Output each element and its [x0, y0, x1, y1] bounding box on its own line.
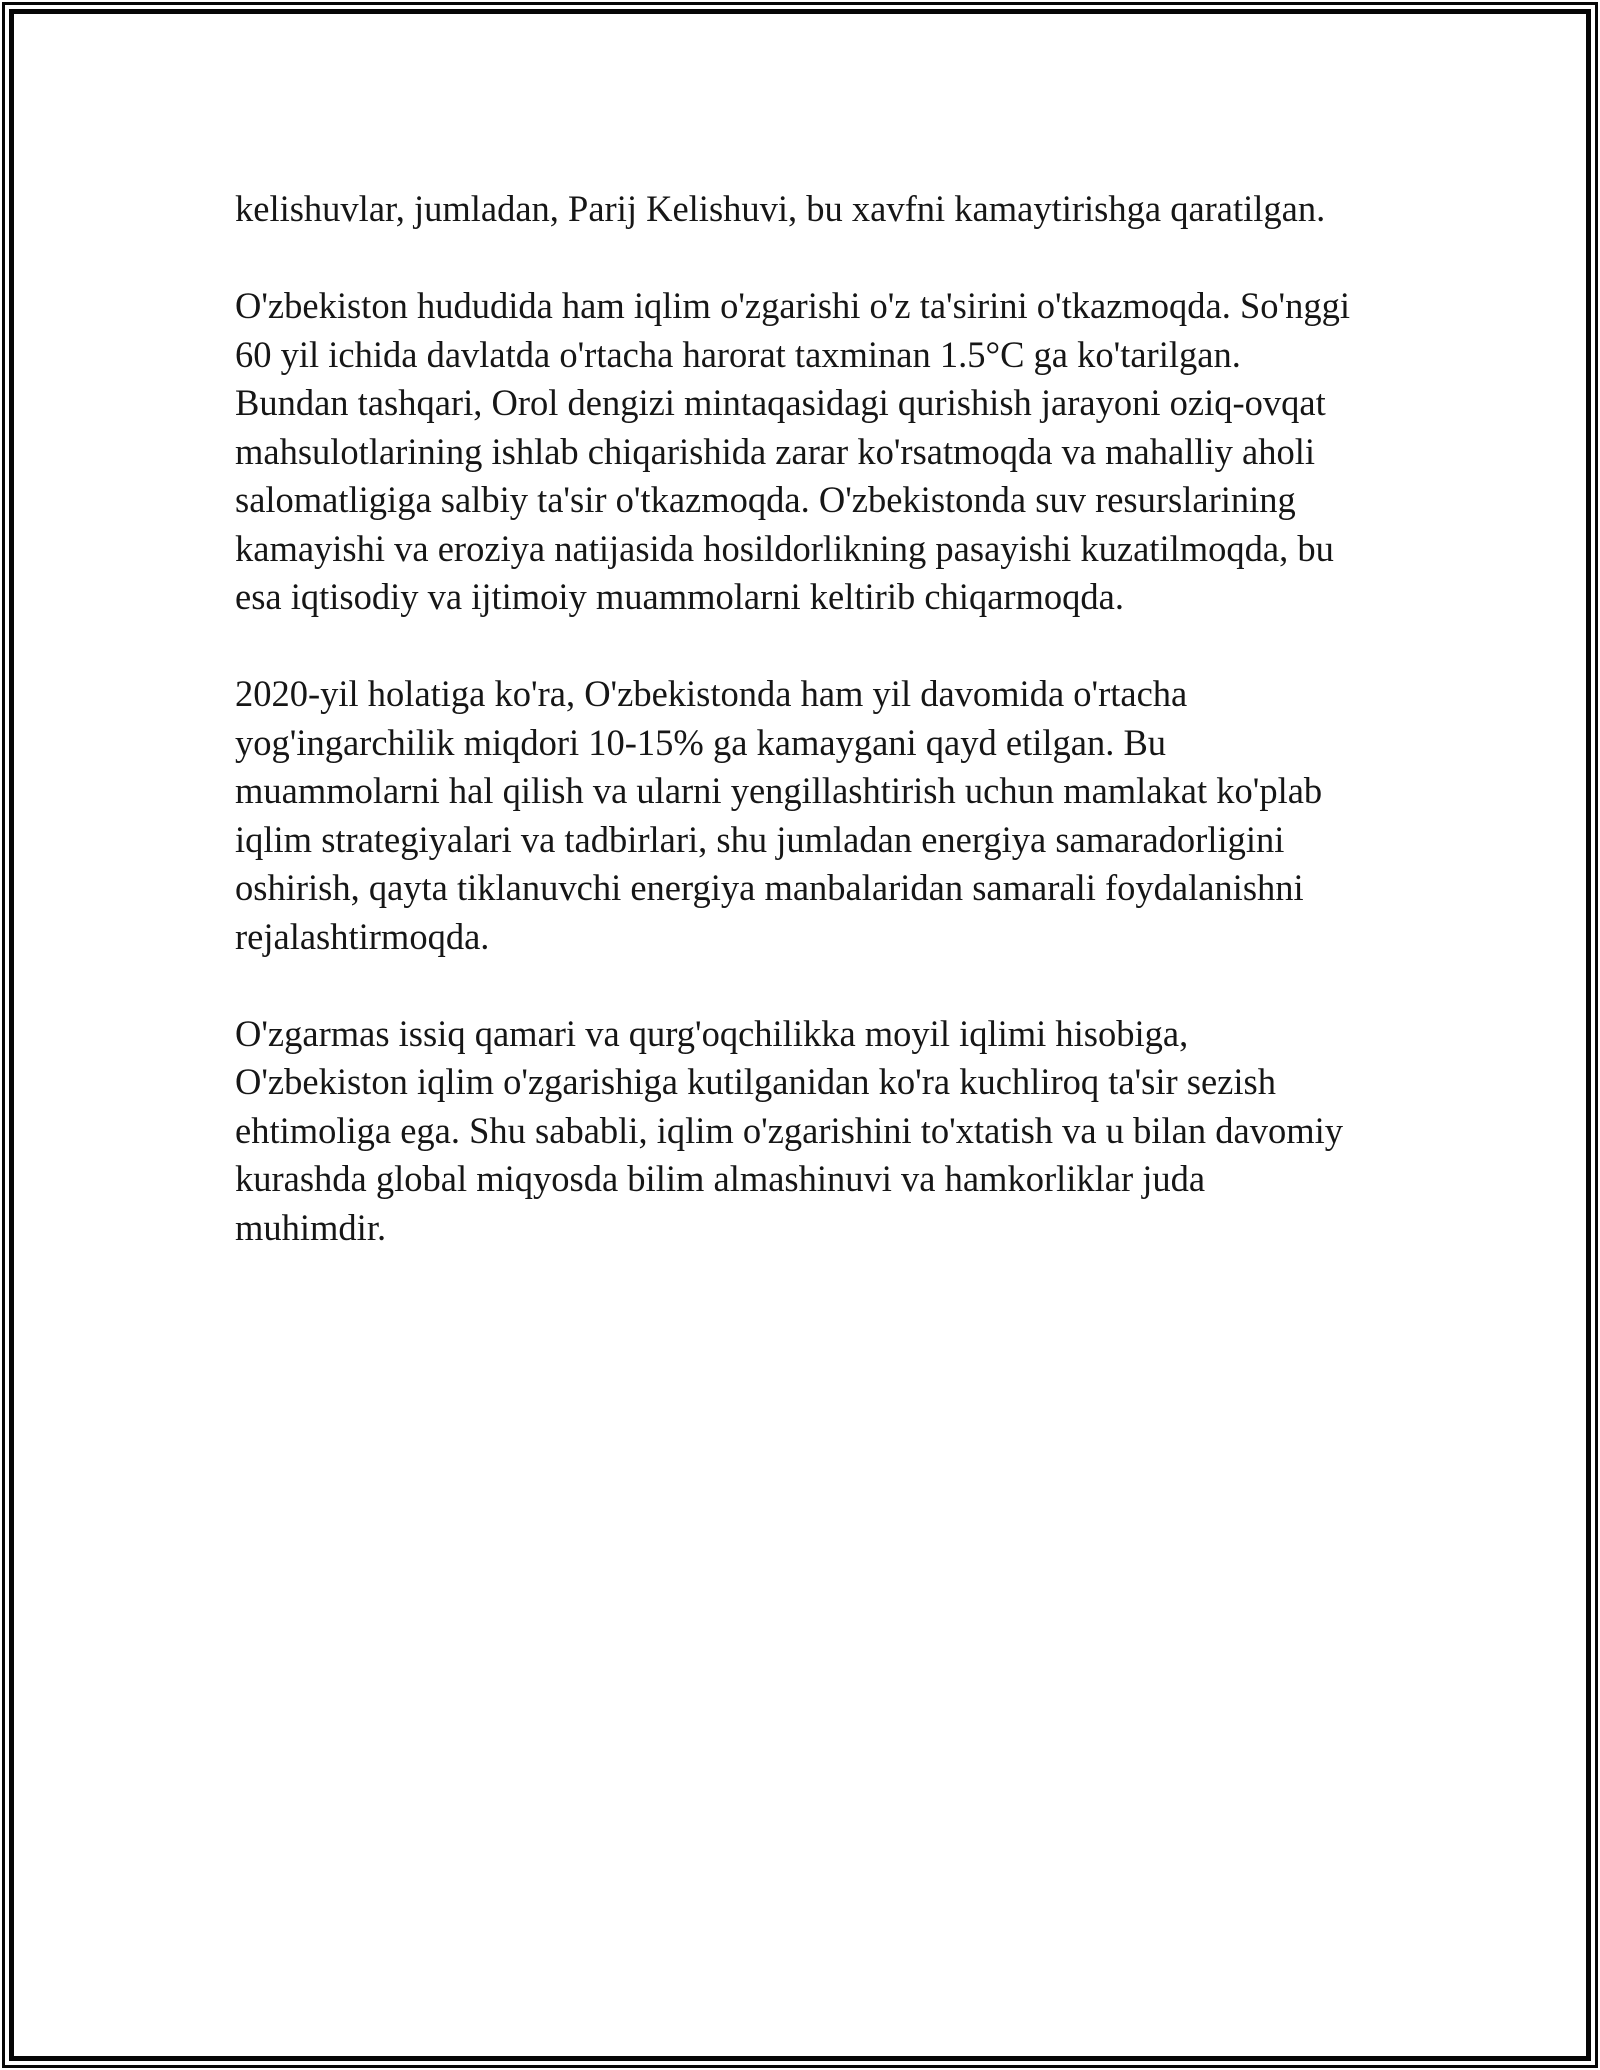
text-line: muhimdir. — [235, 1206, 387, 1248]
text-line: kelishuvlar, jumladan, Parij Kelishuvi, bu xavfni kamaytirishga qaratilgan. — [235, 188, 1326, 229]
text-line: oshirish, qayta tiklanuvchi energiya manbalaridan samarali foydalanishni — [235, 867, 1304, 908]
text-line: 2020-yil holatiga ko'ra, O'zbekistonda ham yil davomida o'rtacha — [235, 673, 1188, 714]
paragraph-4 — [235, 1010, 1375, 1253]
text-line: kamayishi va eroziya natijasida hosildorlikning pasayishi kuzatilmoqda, bu — [235, 527, 1334, 569]
text-line: yog'ingarchilik miqdori 10-15% ga kamaygani qayd etilgan. Bu — [235, 721, 1167, 763]
text-line: salomatligiga salbiy ta'sir o'tkazmoqda. O'zbekistonda suv resurslarining — [235, 479, 1296, 520]
text-line: mahsulotlarining ishlab chiqarishida zarar ko'rsatmoqda va mahalliy aholi — [235, 430, 1315, 472]
paragraph-2 — [235, 282, 1375, 622]
text-line: esa iqtisodiy va ijtimoiy muammolarni keltirib chiqarmoqda. — [235, 576, 1125, 617]
text-line: kurashda global miqyosda bilim almashinuvi va hamkorliklar juda — [235, 1158, 1206, 1199]
paragraph-1 — [235, 185, 1375, 234]
paragraph-3 — [235, 670, 1375, 961]
text-line: O'zbekiston hududida ham iqlim o'zgarishi o'z ta'sirini o'tkazmoqda. So'nggi — [235, 285, 1351, 326]
text-line: rejalashtirmoqda. — [235, 915, 490, 957]
document-body-text — [235, 185, 1375, 1252]
text-line: O'zgarmas issiq qamari va qurg'oqchilikka moyil iqlimi hisobiga, — [235, 1012, 1189, 1054]
text-line: ehtimoliga ega. Shu sababli, iqlim o'zgarishini to'xtatish va u bilan davomiy — [235, 1109, 1343, 1151]
text-line: 60 yil ichida davlatda o'rtacha harorat taxminan 1.5°C ga ko'tarilgan. — [235, 333, 1241, 375]
text-line: O'zbekiston iqlim o'zgarishiga kutilganidan ko'ra kuchliroq ta'sir sezish — [235, 1061, 1276, 1102]
text-line: iqlim strategiyalari va tadbirlari, shu jumladan energiya samaradorligini — [235, 818, 1285, 860]
text-line: muammolarni hal qilish va ularni yengillashtirish uchun mamlakat ko'plab — [235, 770, 1323, 811]
text-line: Bundan tashqari, Orol dengizi mintaqasidagi qurishish jarayoni oziq-ovqat — [235, 382, 1326, 423]
